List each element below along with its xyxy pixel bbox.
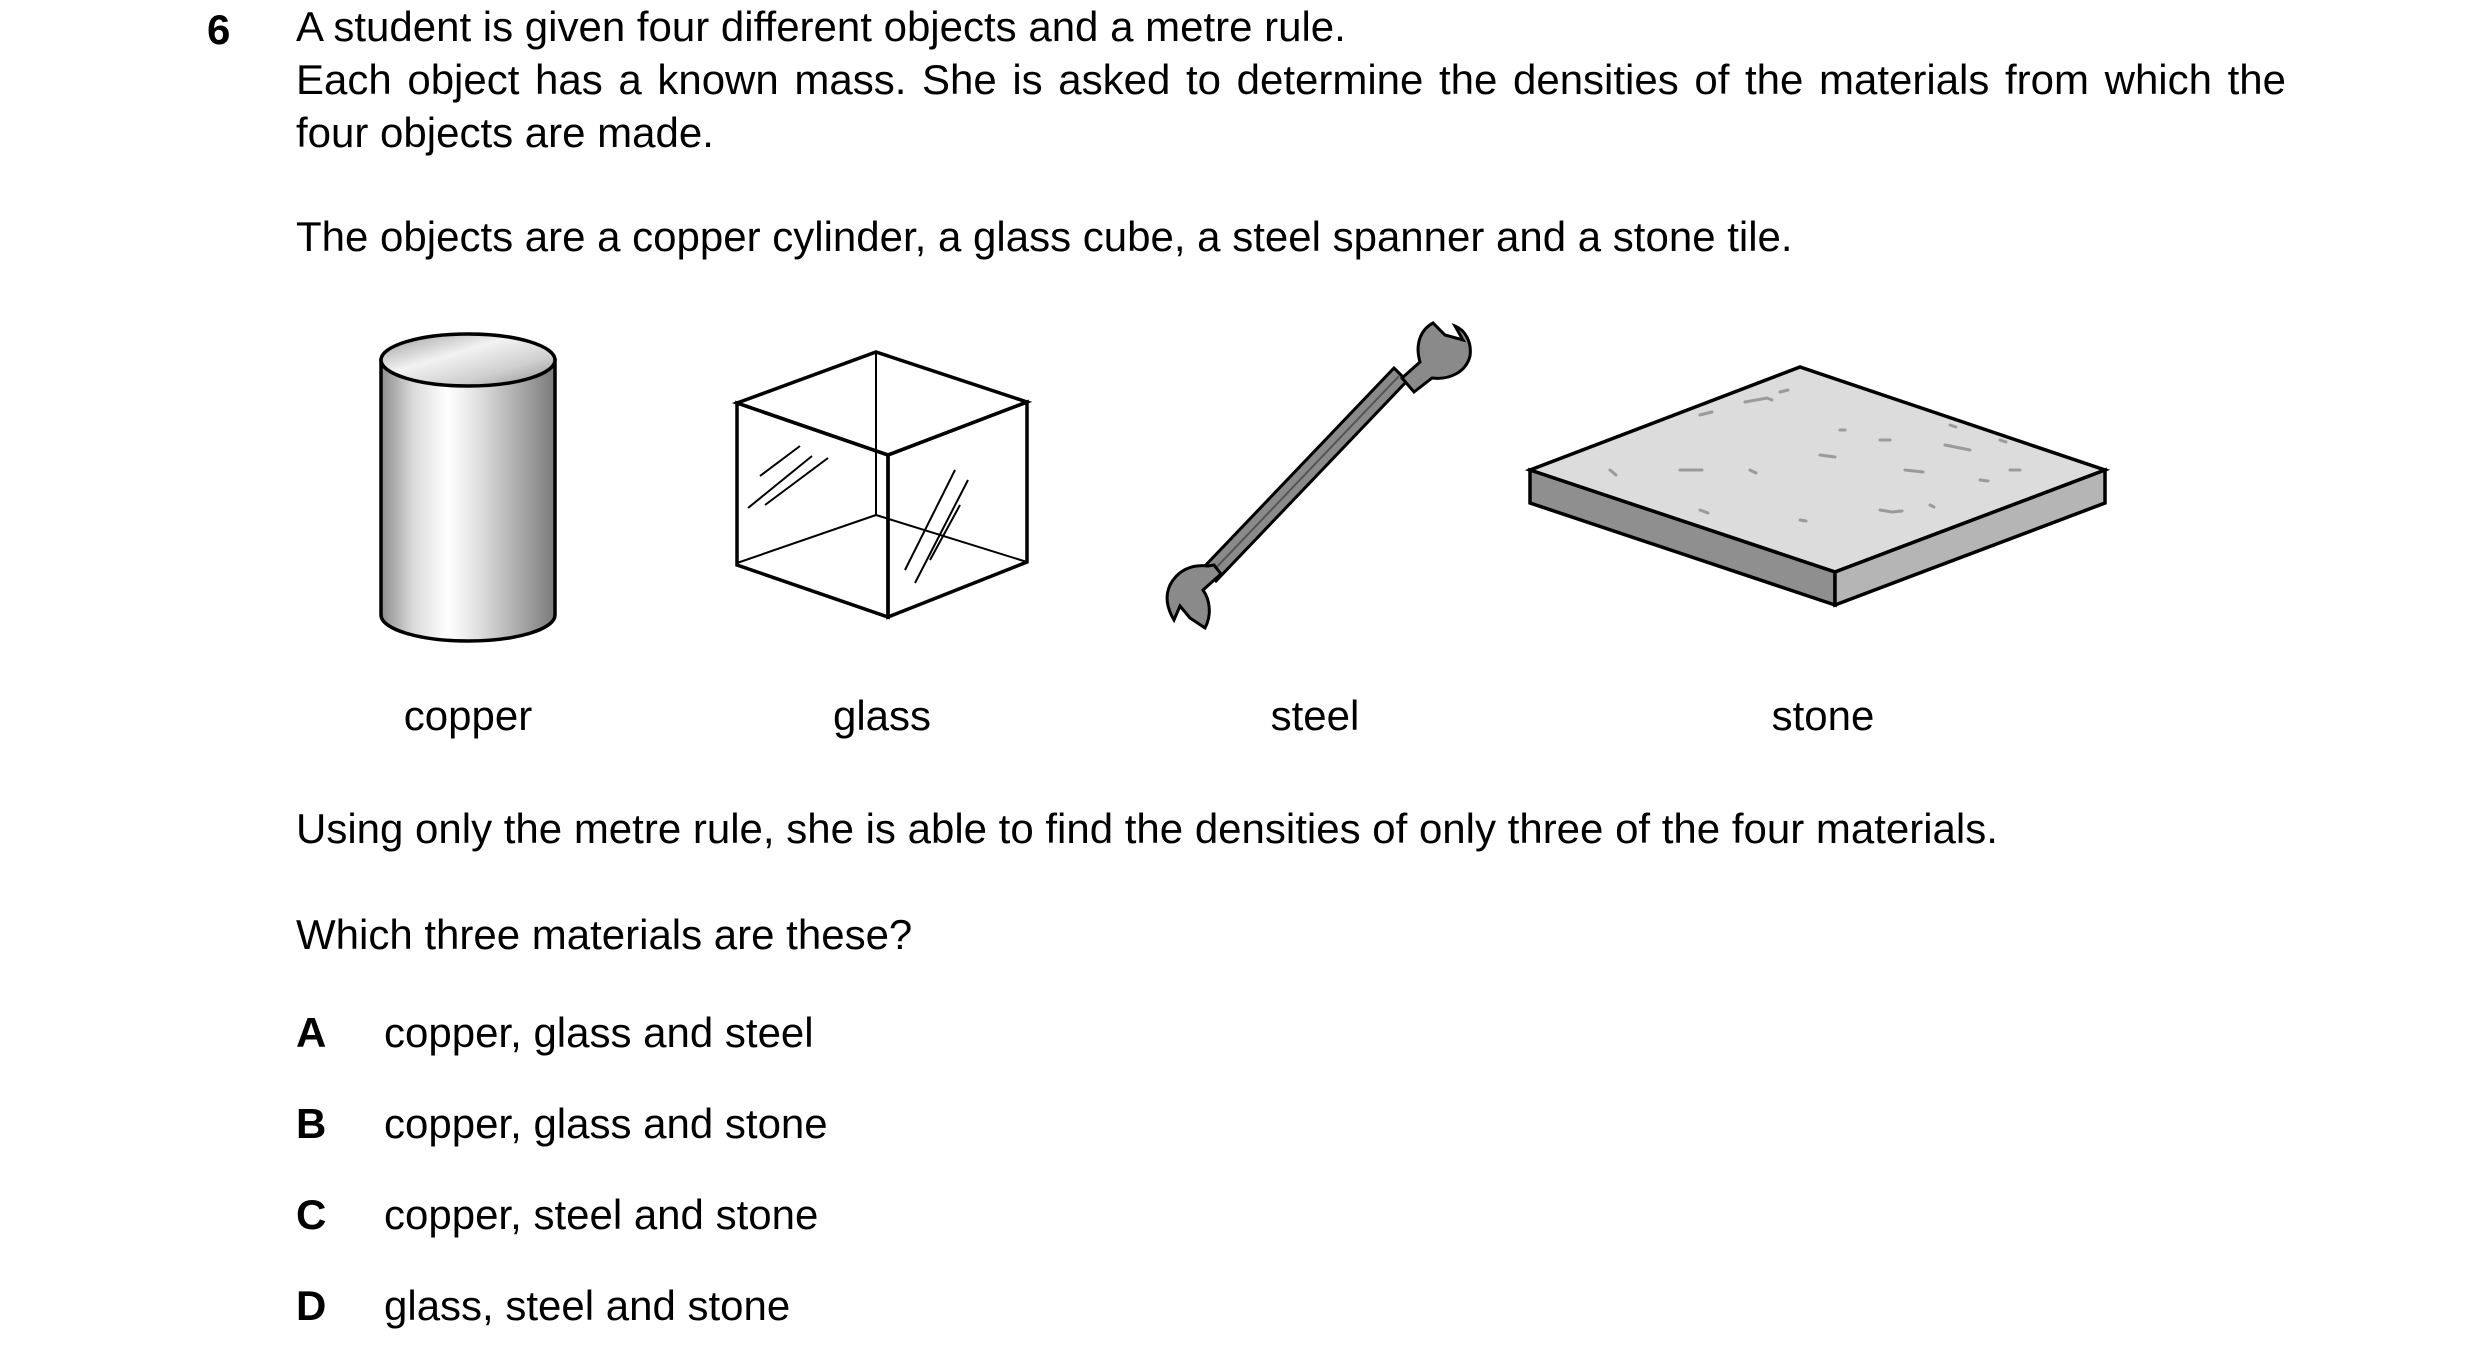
option-c[interactable] [296,1188,818,1241]
object-label-stone: stone [1771,692,1875,739]
intro-line-1: A student is given four different objects and a metre rule. [296,3,1346,50]
object-label-glass: glass [832,692,932,739]
objects-sentence: The objects are a copper cylinder, a glass cube, a steel spanner and a stone tile. [296,213,1793,260]
question-stem: Using only the metre rule, she is able to find the densities of only three of the four materials. [296,805,1998,852]
option-text: copper, glass and steel [384,1009,814,1056]
object-label-steel: steel [1270,692,1360,739]
option-text: copper, glass and stone [384,1100,828,1147]
option-b[interactable] [296,1097,828,1150]
copper-cylinder-icon [381,334,555,641]
option-a[interactable] [296,1006,814,1059]
option-letter: D [296,1282,327,1329]
option-text: copper, steel and stone [384,1191,819,1238]
question-number: 6 [207,6,231,53]
object-label-copper: copper [403,692,533,739]
glass-cube-icon [737,352,1027,617]
intro-line-2: Each object has a known mass. She is asked to determine the densities of the materials from which the four objects are made. [296,56,2286,156]
question-prompt: Which three materials are these? [296,911,913,958]
option-text: glass, steel and stone [384,1282,791,1329]
option-letter: B [296,1100,327,1147]
steel-spanner-icon [1167,323,1470,628]
option-letter: C [296,1191,327,1238]
option-d[interactable] [296,1279,790,1332]
stone-tile-icon [1530,367,2105,605]
option-letter: A [296,1009,327,1056]
